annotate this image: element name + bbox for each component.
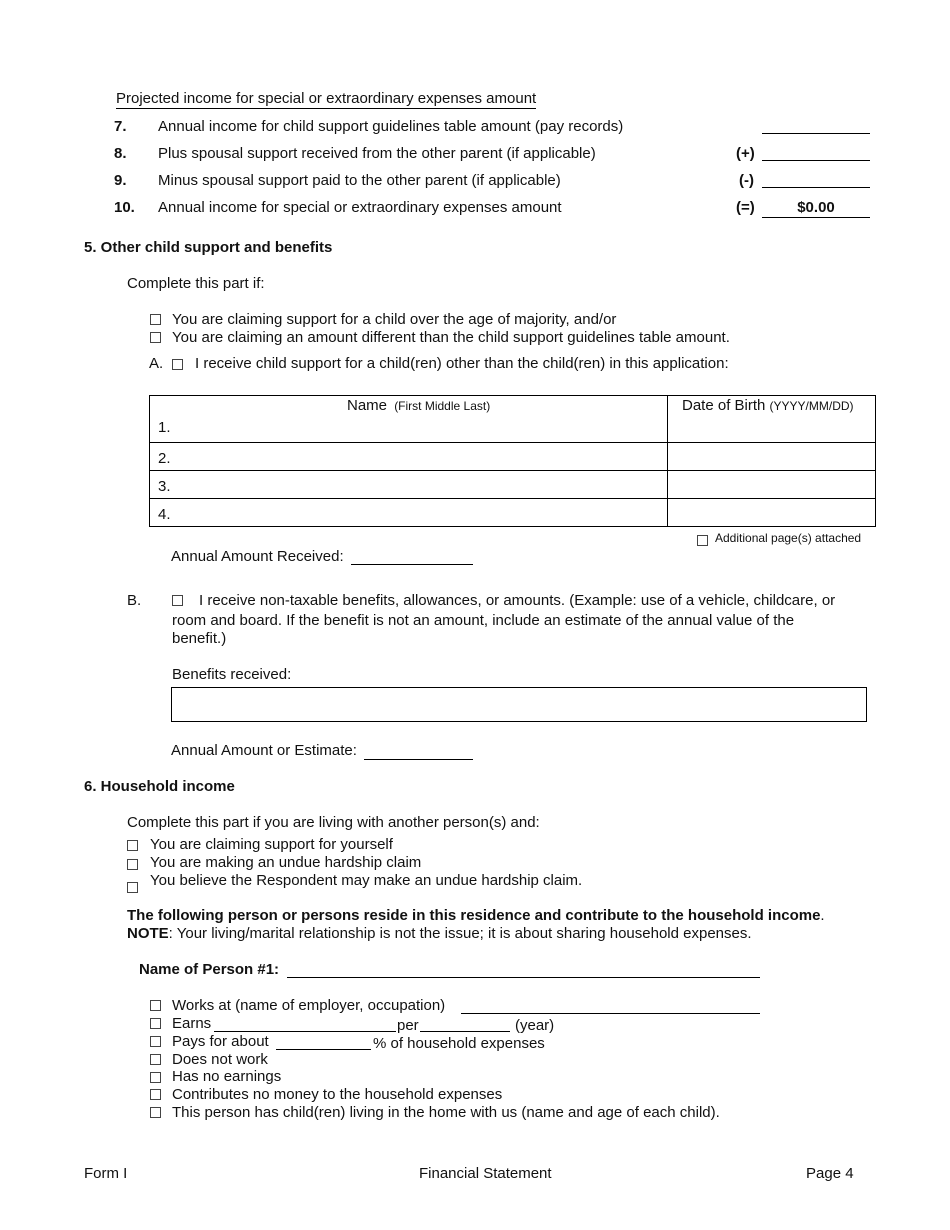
part-a-label: A. bbox=[149, 355, 164, 372]
check-label: You are claiming an amount different than the child support guidelines table amount. bbox=[172, 329, 730, 346]
checkbox[interactable] bbox=[150, 1054, 161, 1065]
not-work-label: Does not work bbox=[172, 1051, 268, 1068]
annual-received-field[interactable] bbox=[351, 564, 473, 565]
works-at-label: Works at (name of employer, occupation) bbox=[172, 997, 446, 1014]
part-b-text-2: room and board. If the benefit is not an amount, include an estimate of the annual value of the bbox=[172, 612, 795, 629]
line-operator: (=) bbox=[736, 199, 755, 216]
note-statement bbox=[127, 925, 752, 942]
note-bold: NOTE bbox=[127, 925, 169, 942]
reside-statement bbox=[127, 907, 825, 924]
checkbox[interactable] bbox=[127, 859, 138, 870]
part-b-label: B. bbox=[127, 592, 142, 609]
dob-subheader: (YYYY/MM/DD) bbox=[769, 399, 854, 413]
name-header: Name bbox=[347, 397, 388, 414]
name-column-header bbox=[347, 397, 490, 414]
line-7-amount-field[interactable] bbox=[762, 133, 870, 134]
percent-label: % of household expenses bbox=[373, 1035, 545, 1052]
table-row-number: 3. bbox=[158, 478, 171, 495]
reside-period: . bbox=[820, 907, 825, 924]
no-money-label: Contributes no money to the household expenses bbox=[172, 1086, 503, 1103]
part-a-text: I receive child support for a child(ren) other than the child(ren) in this application: bbox=[195, 355, 729, 372]
section-5-title: 5. Other child support and benefits bbox=[84, 239, 333, 256]
row-divider bbox=[149, 498, 876, 499]
person-1-name-field[interactable] bbox=[287, 977, 760, 978]
name-subheader: (First Middle Last) bbox=[394, 399, 491, 413]
line-text: Annual income for special or extraordinary expenses amount bbox=[158, 199, 562, 216]
checkbox[interactable] bbox=[697, 535, 708, 546]
row-divider bbox=[149, 442, 876, 443]
table-row-number: 2. bbox=[158, 450, 171, 467]
employer-field[interactable] bbox=[461, 1013, 760, 1014]
annual-estimate-label: Annual Amount or Estimate: bbox=[171, 742, 357, 759]
checkbox[interactable] bbox=[150, 1107, 161, 1118]
line-operator: (-) bbox=[739, 172, 754, 189]
line-number: 8. bbox=[114, 145, 127, 162]
checkbox[interactable] bbox=[127, 840, 138, 851]
line-number: 7. bbox=[114, 118, 127, 135]
table-border bbox=[149, 395, 876, 527]
footer-title: Financial Statement bbox=[419, 1165, 552, 1182]
check-label: You are claiming support for yourself bbox=[150, 836, 393, 853]
line-number: 9. bbox=[114, 172, 127, 189]
checkbox[interactable] bbox=[172, 595, 183, 606]
additional-pages-label: Additional page(s) attached bbox=[715, 531, 862, 545]
person-1-label: Name of Person #1: bbox=[139, 961, 280, 978]
section-5-intro: Complete this part if: bbox=[127, 275, 265, 292]
no-earnings-label: Has no earnings bbox=[172, 1068, 282, 1085]
percentage-field[interactable] bbox=[276, 1049, 371, 1050]
benefits-label: Benefits received: bbox=[172, 666, 292, 683]
check-label: You believe the Respondent may make an undue hardship claim. bbox=[150, 872, 583, 889]
per-label: per bbox=[397, 1017, 419, 1034]
footer-form-id: Form I bbox=[84, 1165, 128, 1182]
pays-for-label: Pays for about bbox=[172, 1033, 269, 1050]
earns-amount-field[interactable] bbox=[214, 1031, 396, 1032]
line-text: Plus spousal support received from the other parent (if applicable) bbox=[158, 145, 596, 162]
line-9-amount-field[interactable] bbox=[762, 187, 870, 188]
section-6-intro: Complete this part if you are living with another person(s) and: bbox=[127, 814, 540, 831]
reside-bold-text: The following person or persons reside in this residence and contribute to the household income bbox=[127, 907, 821, 924]
benefits-field[interactable] bbox=[171, 687, 867, 722]
line-text: Annual income for child support guidelines table amount (pay records) bbox=[158, 118, 624, 135]
checkbox[interactable] bbox=[127, 882, 138, 893]
checkbox[interactable] bbox=[150, 1072, 161, 1083]
projected-income-heading: Projected income for special or extraordinary expenses amount bbox=[116, 90, 537, 107]
note-text: : Your living/marital relationship is not the issue; it is about sharing household expenses. bbox=[168, 925, 752, 942]
checkbox[interactable] bbox=[150, 332, 161, 343]
line-text: Minus spousal support paid to the other parent (if applicable) bbox=[158, 172, 561, 189]
check-label: You are making an undue hardship claim bbox=[150, 854, 422, 871]
line-10-amount-field[interactable]: $0.00 bbox=[762, 199, 870, 218]
checkbox[interactable] bbox=[150, 1018, 161, 1029]
checkbox[interactable] bbox=[150, 1089, 161, 1100]
section-6-title: 6. Household income bbox=[84, 778, 235, 795]
annual-estimate-field[interactable] bbox=[364, 759, 473, 760]
row-divider bbox=[149, 470, 876, 471]
column-divider bbox=[667, 395, 668, 527]
year-label: (year) bbox=[515, 1017, 555, 1034]
part-b-text-3: benefit.) bbox=[172, 630, 227, 647]
checkbox[interactable] bbox=[150, 314, 161, 325]
dob-column-header bbox=[682, 397, 854, 414]
checkbox[interactable] bbox=[150, 1036, 161, 1047]
annual-received-label: Annual Amount Received: bbox=[171, 548, 344, 565]
earns-period-field[interactable] bbox=[420, 1031, 510, 1032]
table-row-number: 1. bbox=[158, 419, 171, 436]
line-operator: (+) bbox=[736, 145, 755, 162]
table-row-number: 4. bbox=[158, 506, 171, 523]
part-b-text-1: I receive non-taxable benefits, allowances, or amounts. (Example: use of a vehicle, childcare, or bbox=[199, 592, 836, 609]
dob-header: Date of Birth bbox=[682, 397, 766, 414]
checkbox[interactable] bbox=[172, 359, 183, 370]
children-label: This person has child(ren) living in the home with us (name and age of each child). bbox=[172, 1104, 720, 1121]
earns-label: Earns bbox=[172, 1015, 212, 1032]
line-8-amount-field[interactable] bbox=[762, 160, 870, 161]
checkbox[interactable] bbox=[150, 1000, 161, 1011]
check-label: You are claiming support for a child over the age of majority, and/or bbox=[172, 311, 617, 328]
footer-page-number: Page 4 bbox=[806, 1165, 854, 1182]
line-number: 10. bbox=[114, 199, 135, 216]
